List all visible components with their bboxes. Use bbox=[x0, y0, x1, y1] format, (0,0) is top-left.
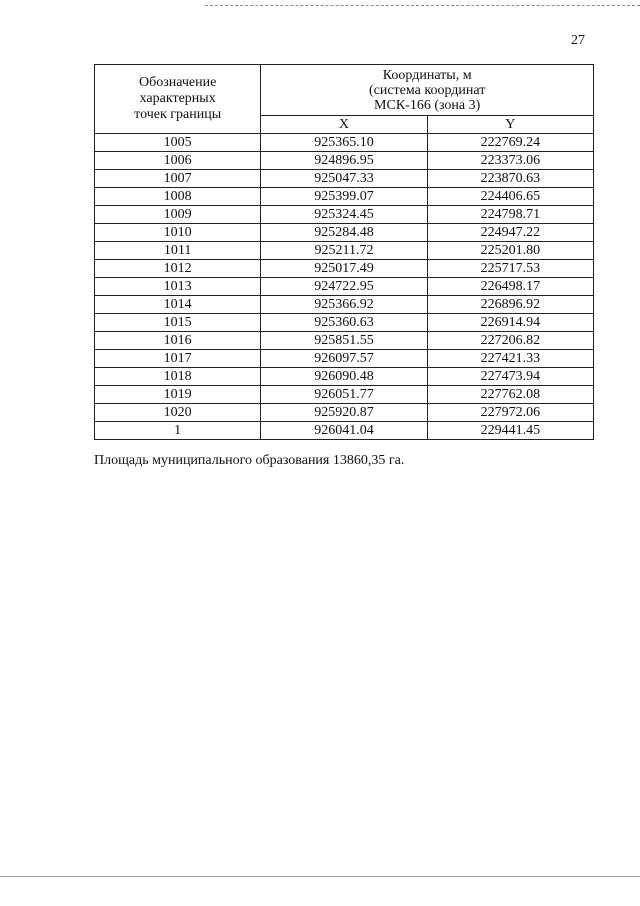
header-x: X bbox=[261, 116, 427, 134]
cell-x: 925047.33 bbox=[261, 170, 427, 188]
table-header-row bbox=[95, 65, 594, 116]
table-row bbox=[95, 386, 594, 404]
cell-y: 223870.63 bbox=[427, 170, 593, 188]
cell-x: 926097.57 bbox=[261, 350, 427, 368]
cell-x: 926090.48 bbox=[261, 368, 427, 386]
cell-y: 225201.80 bbox=[427, 242, 593, 260]
cell-point: 1015 bbox=[95, 314, 261, 332]
header-point-designation: Обозначение характерных точек границы bbox=[95, 65, 261, 134]
cell-point: 1013 bbox=[95, 278, 261, 296]
cell-x: 925920.87 bbox=[261, 404, 427, 422]
cell-x: 924722.95 bbox=[261, 278, 427, 296]
cell-point: 1019 bbox=[95, 386, 261, 404]
cell-point: 1012 bbox=[95, 260, 261, 278]
table-row bbox=[95, 314, 594, 332]
table-row bbox=[95, 296, 594, 314]
cell-point: 1006 bbox=[95, 152, 261, 170]
cell-x: 925365.10 bbox=[261, 134, 427, 152]
cell-y: 222769.24 bbox=[427, 134, 593, 152]
coordinates-table bbox=[94, 64, 594, 440]
table-row bbox=[95, 368, 594, 386]
cell-x: 925360.63 bbox=[261, 314, 427, 332]
scan-edge-top bbox=[205, 5, 640, 6]
table-row bbox=[95, 170, 594, 188]
cell-y: 227206.82 bbox=[427, 332, 593, 350]
cell-point: 1016 bbox=[95, 332, 261, 350]
table-row bbox=[95, 332, 594, 350]
cell-x: 925324.45 bbox=[261, 206, 427, 224]
cell-x: 925851.55 bbox=[261, 332, 427, 350]
header-coordinates: Координаты, м (система координат МСК-166 (зона 3) bbox=[261, 65, 594, 116]
table-row bbox=[95, 188, 594, 206]
area-statement: Площадь муниципального образования 13860,35 га. bbox=[94, 453, 405, 468]
table-body bbox=[95, 134, 594, 440]
cell-point: 1011 bbox=[95, 242, 261, 260]
cell-point: 1017 bbox=[95, 350, 261, 368]
table-row bbox=[95, 242, 594, 260]
cell-y: 229441.45 bbox=[427, 422, 593, 440]
cell-point: 1020 bbox=[95, 404, 261, 422]
cell-point: 1010 bbox=[95, 224, 261, 242]
cell-point: 1014 bbox=[95, 296, 261, 314]
table-row bbox=[95, 404, 594, 422]
table-row bbox=[95, 260, 594, 278]
cell-point: 1018 bbox=[95, 368, 261, 386]
cell-point: 1007 bbox=[95, 170, 261, 188]
cell-x: 924896.95 bbox=[261, 152, 427, 170]
cell-y: 223373.06 bbox=[427, 152, 593, 170]
table-row bbox=[95, 350, 594, 368]
cell-y: 225717.53 bbox=[427, 260, 593, 278]
cell-x: 926041.04 bbox=[261, 422, 427, 440]
page-number: 27 bbox=[571, 33, 585, 48]
cell-x: 925211.72 bbox=[261, 242, 427, 260]
cell-point: 1 bbox=[95, 422, 261, 440]
table-row bbox=[95, 134, 594, 152]
cell-x: 925284.48 bbox=[261, 224, 427, 242]
table-row bbox=[95, 278, 594, 296]
cell-y: 227473.94 bbox=[427, 368, 593, 386]
cell-y: 227762.08 bbox=[427, 386, 593, 404]
cell-y: 224406.65 bbox=[427, 188, 593, 206]
cell-x: 925366.92 bbox=[261, 296, 427, 314]
cell-y: 224798.71 bbox=[427, 206, 593, 224]
cell-y: 226498.17 bbox=[427, 278, 593, 296]
cell-point: 1009 bbox=[95, 206, 261, 224]
cell-y: 227421.33 bbox=[427, 350, 593, 368]
table-row bbox=[95, 206, 594, 224]
cell-x: 926051.77 bbox=[261, 386, 427, 404]
cell-x: 925017.49 bbox=[261, 260, 427, 278]
table-row bbox=[95, 422, 594, 440]
cell-y: 224947.22 bbox=[427, 224, 593, 242]
cell-point: 1005 bbox=[95, 134, 261, 152]
table-row bbox=[95, 152, 594, 170]
cell-y: 226914.94 bbox=[427, 314, 593, 332]
header-y: Y bbox=[427, 116, 593, 134]
scan-edge-bottom bbox=[0, 876, 640, 877]
cell-y: 227972.06 bbox=[427, 404, 593, 422]
cell-y: 226896.92 bbox=[427, 296, 593, 314]
cell-x: 925399.07 bbox=[261, 188, 427, 206]
table-row bbox=[95, 224, 594, 242]
cell-point: 1008 bbox=[95, 188, 261, 206]
